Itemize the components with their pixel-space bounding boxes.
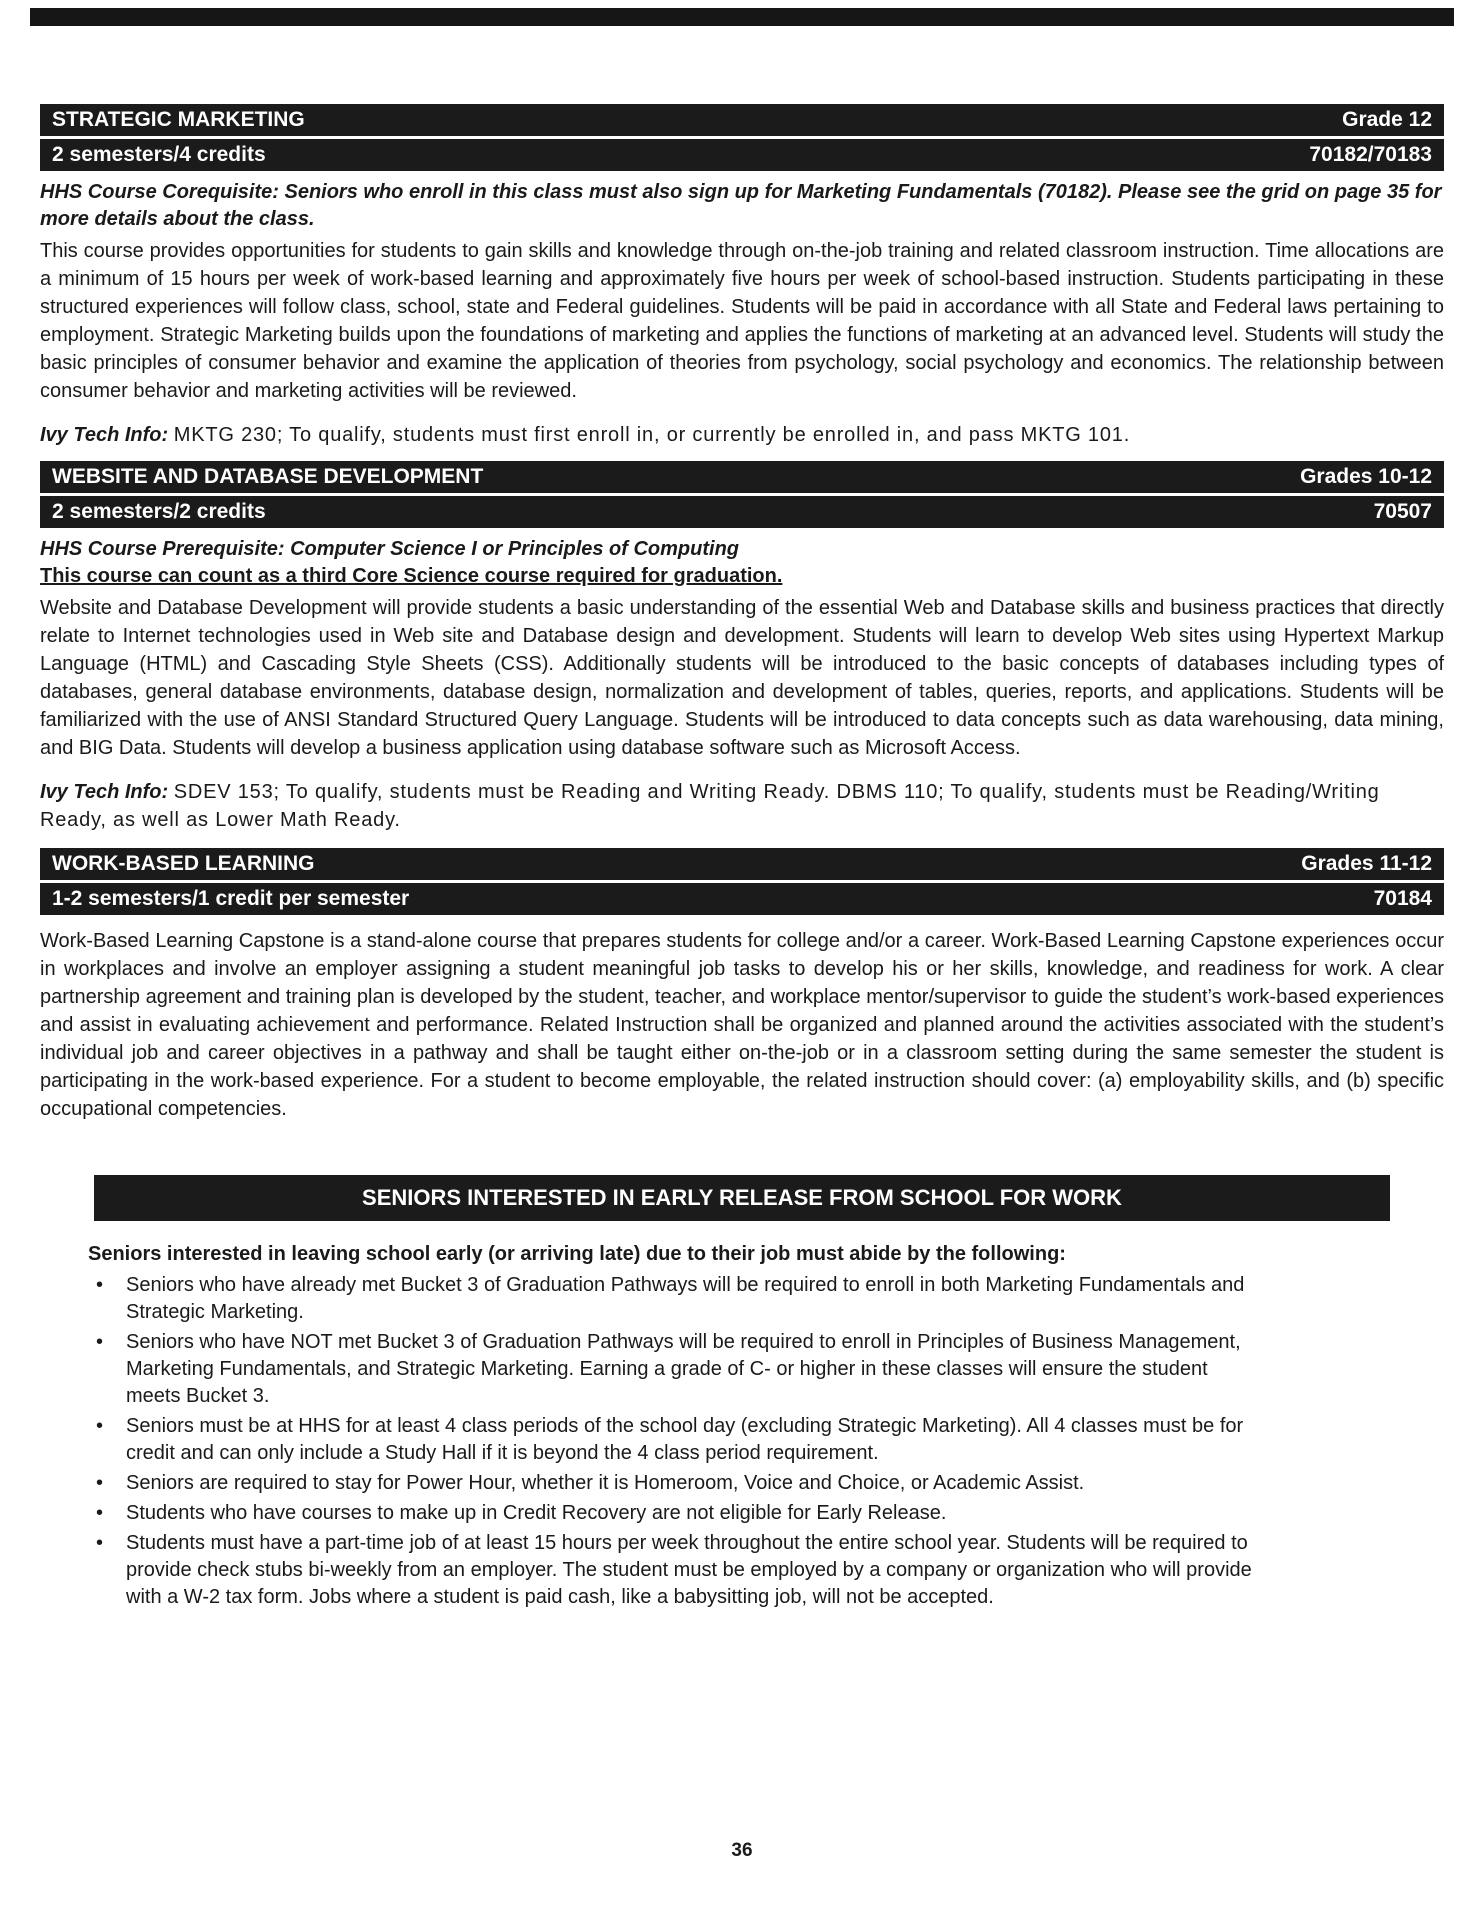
list-item: • Seniors who have NOT met Bucket 3 of Graduation Pathways will be required to enroll in Principles of Business Management, Marketing Fundamentals, and Strategic Marketing. Earning a grade of C- or higher in these classes will ensure the student meets Bucket 3.: [92, 1329, 1252, 1410]
course-title: WEBSITE AND DATABASE DEVELOPMENT: [52, 465, 484, 488]
ivy-tech-info: [40, 421, 1444, 449]
course-title: STRATEGIC MARKETING: [52, 108, 305, 131]
early-release-section: [40, 1175, 1444, 1611]
course-description: Website and Database Development will provide students a basic understanding of the essential Web and Database skills and business practices that directly relate to Internet technologies used in Web site and Database design and development. Students will learn to develop Web sites using Hypertext Markup Language (HTML) and Cascading Style Sheets (CSS). Additionally students will be introduced to the basic concepts of databases including types of databases, general database environments, database design, normalization and development of tables, queries, reports, and applications. Students will be familiarized with the use of ANSI Standard Structured Query Language. Students will be introduced to data concepts such as data warehousing, data mining, and BIG Data. Students will develop a business application using database software such as Microsoft Access.: [40, 597, 1444, 759]
course-header-row: [40, 104, 1444, 136]
course-grade: Grades 11-12: [1301, 852, 1432, 875]
course-description: Work-Based Learning Capstone is a stand-alone course that prepares students for college and/or a career. Work-Based Learning Capstone experiences occur in workplaces and involve an employer assigning a student meaningful job tasks to develop his or her skills, knowledge, and readiness for work. A clear partnership agreement and training plan is developed by the student, teacher, and workplace mentor/supervisor to guide the student’s work-based experiences and assist in evaluating achievement and performance. Related Instruction shall be organized and planned around the activities associated with the student’s individual job and career objectives in a pathway and shall be taught either on-the-job or in a classroom setting during the same semester the student is participating in the work-based experience. For a student to become employable, the related instruction should cover: (a) employability skills, and (b) specific occupational competencies.: [40, 930, 1444, 1120]
course-prerequisite: HHS Course Prerequisite: Computer Science I or Principles of Computing: [40, 538, 740, 560]
list-item: • Seniors who have already met Bucket 3 of Graduation Pathways will be required to enroll in both Marketing Fundamentals and Strategic Marketing.: [92, 1272, 1252, 1326]
early-release-rules-list: [92, 1272, 1252, 1611]
course-strategic-marketing: [40, 104, 1444, 449]
ivy-tech-label: Ivy Tech Info:: [40, 424, 169, 446]
course-code: 70184: [1373, 887, 1432, 910]
course-corequisite: HHS Course Corequisite: Seniors who enroll in this class must also sign up for Marketing Fundamentals (70182). Please see the grid on page 35 for more details about the class.: [40, 181, 1442, 230]
course-credits: 1-2 semesters/1 credit per semester: [52, 887, 410, 910]
course-code: 70182/70183: [1309, 143, 1432, 166]
course-credits: 2 semesters/4 credits: [52, 143, 266, 166]
course-core-science-note: This course can count as a third Core Science course required for graduation.: [40, 565, 783, 587]
course-description: This course provides opportunities for students to gain skills and knowledge through on-the-job training and related classroom instruction. Time allocations are a minimum of 15 hours per week of work-based learning and approximately five hours per week of school-based instruction. Students participating in these structured experiences will follow class, school, state and Federal guidelines. Students will be paid in accordance with all State and Federal laws pertaining to employment. Strategic Marketing builds upon the foundations of marketing and applies the functions of marketing at an advanced level. Students will study the basic principles of consumer behavior and examine the application of theories from psychology, social psychology and economics. The relationship between consumer behavior and marketing activities will be reviewed.: [40, 240, 1444, 402]
course-subheader-row: [40, 883, 1444, 915]
early-release-banner: SENIORS INTERESTED IN EARLY RELEASE FROM SCHOOL FOR WORK: [94, 1175, 1390, 1221]
list-item: • Seniors are required to stay for Power Hour, whether it is Homeroom, Voice and Choice, or Academic Assist.: [92, 1470, 1252, 1497]
course-header-row: [40, 461, 1444, 493]
course-work-based-learning: [40, 848, 1444, 1123]
course-subheader-row: [40, 496, 1444, 528]
course-website-database-development: [40, 461, 1444, 834]
ivy-tech-text: SDEV 153; To qualify, students must be Reading and Writing Ready. DBMS 110; To qualify, students must be Reading/Writing Ready, as well as Lower Math Ready.: [40, 781, 1380, 831]
course-credits: 2 semesters/2 credits: [52, 500, 266, 523]
top-divider-bar: [30, 8, 1454, 26]
course-subheader-row: [40, 139, 1444, 171]
course-header-row: [40, 848, 1444, 880]
page-content: [0, 104, 1484, 1611]
course-grade: Grades 10-12: [1300, 465, 1432, 488]
course-title: WORK-BASED LEARNING: [52, 852, 315, 875]
ivy-tech-text: MKTG 230; To qualify, students must first enroll in, or currently be enrolled in, and pass MKTG 101.: [173, 424, 1131, 446]
list-item: • Students who have courses to make up in Credit Recovery are not eligible for Early Release.: [92, 1500, 1252, 1527]
list-item: • Students must have a part-time job of at least 15 hours per week throughout the entire school year. Students will be required to provide check stubs bi-weekly from an employer. The student must be employed by a company or organization who will provide with a W-2 tax form. Jobs where a student is paid cash, like a babysitting job, will not be accepted.: [92, 1530, 1252, 1611]
course-grade: Grade 12: [1342, 108, 1432, 131]
ivy-tech-label: Ivy Tech Info:: [40, 781, 169, 803]
ivy-tech-info: [40, 778, 1444, 834]
course-code: 70507: [1373, 500, 1432, 523]
list-item: • Seniors must be at HHS for at least 4 class periods of the school day (excluding Strategic Marketing). All 4 classes must be for credit and can only include a Study Hall if it is beyond the 4 class period requirement.: [92, 1413, 1252, 1467]
page-number: 36: [731, 1840, 753, 1861]
early-release-intro: Seniors interested in leaving school early (or arriving late) due to their job must abide by the following:: [88, 1243, 1066, 1265]
